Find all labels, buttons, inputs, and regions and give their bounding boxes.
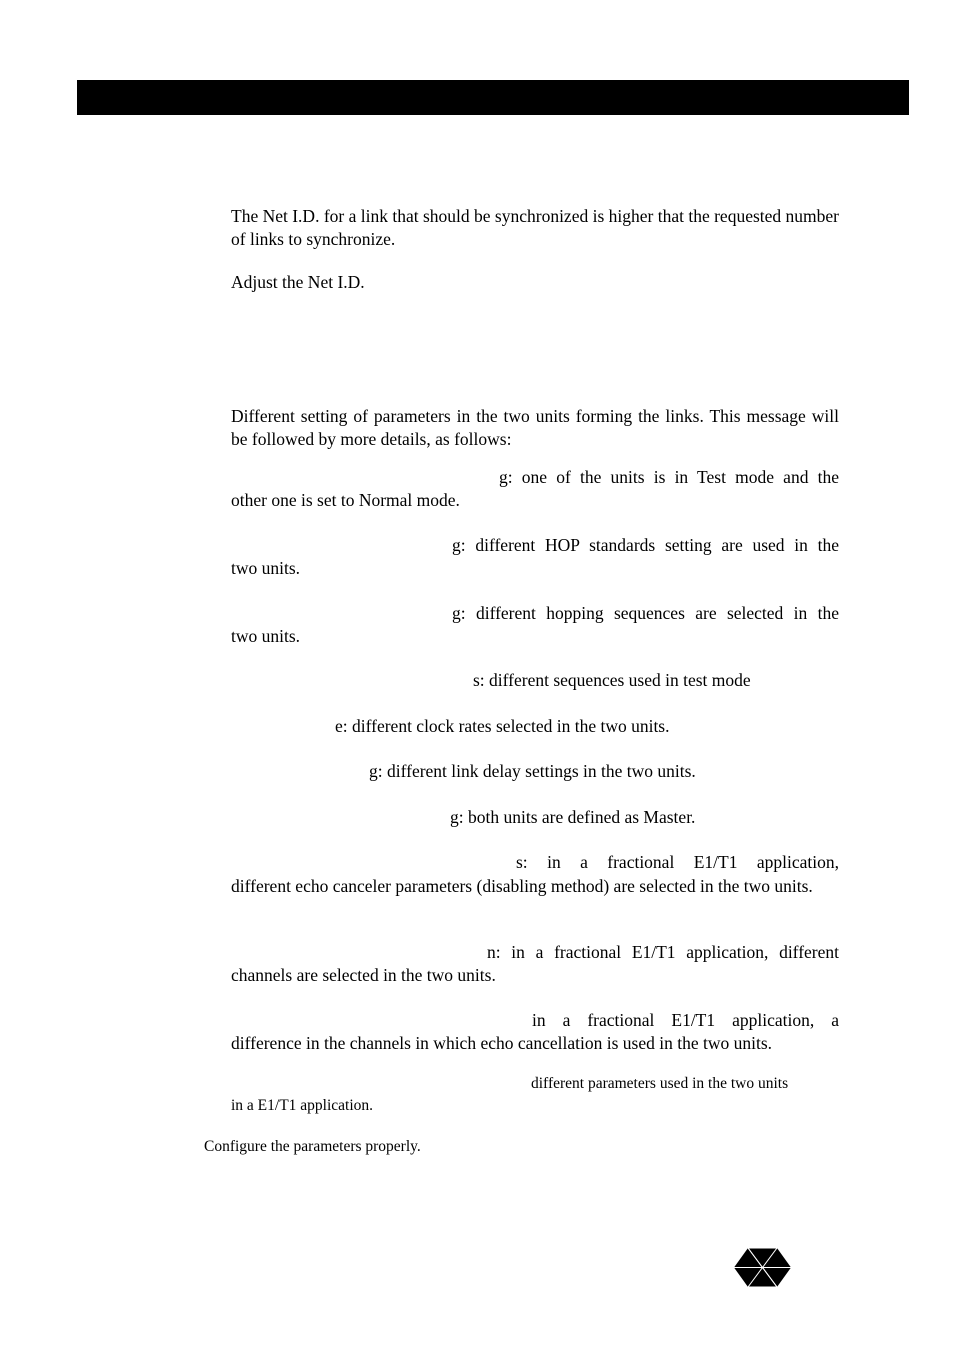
detail-e1t1-line1: different parameters used in the two units xyxy=(531,1075,789,1092)
detail-test-mode-line2: other one is set to Normal mode. xyxy=(231,490,460,510)
detail-test-mode-line1: g: one of the units is in Test mode and the xyxy=(499,467,839,487)
detail-clock-rate: e: different clock rates selected in the two units. xyxy=(335,716,670,736)
detail-hop-sequence-line2: two units. xyxy=(231,626,301,646)
diamond-logo-icon xyxy=(734,1248,791,1287)
detail-echo-param-rest: different echo canceler parameters (disabling method) are selected in the two units. xyxy=(231,876,813,896)
detail-hop-standard-line2: two units. xyxy=(231,558,301,578)
mismatch-action: Configure the parameters properly. xyxy=(204,1138,421,1155)
netid-cause: The Net I.D. for a link that should be synchronized is higher that the requested number of links to synchronize. xyxy=(231,206,839,249)
mismatch-cause: Different setting of parameters in the two units forming the links. This message will be followed by more details, as follows: xyxy=(231,406,839,449)
detail-master: g: both units are defined as Master. xyxy=(450,807,696,827)
detail-echo-param-line1: s: in a fractional E1/T1 application, xyxy=(516,852,839,872)
detail-e1t1-line2: in a E1/T1 application. xyxy=(231,1097,374,1114)
detail-channels-line2: channels are selected in the two units. xyxy=(231,965,496,985)
detail-channels-line1: n: in a fractional E1/T1 application, different xyxy=(487,942,839,962)
netid-action: Adjust the Net I.D. xyxy=(231,272,365,292)
detail-echo-channels-line1: in a fractional E1/T1 application, a xyxy=(532,1010,839,1030)
detail-hop-sequence-line1: g: different hopping sequences are selected in the xyxy=(452,603,839,623)
detail-echo-channels-line2: difference in the channels in which echo cancellation is used in the two units. xyxy=(231,1033,773,1053)
detail-test-sequence: s: different sequences used in test mode xyxy=(473,670,751,690)
detail-link-delay: g: different link delay settings in the two units. xyxy=(369,761,696,781)
header-bar xyxy=(77,80,909,115)
detail-hop-standard-line1: g: different HOP standards setting are used in the xyxy=(452,535,839,555)
